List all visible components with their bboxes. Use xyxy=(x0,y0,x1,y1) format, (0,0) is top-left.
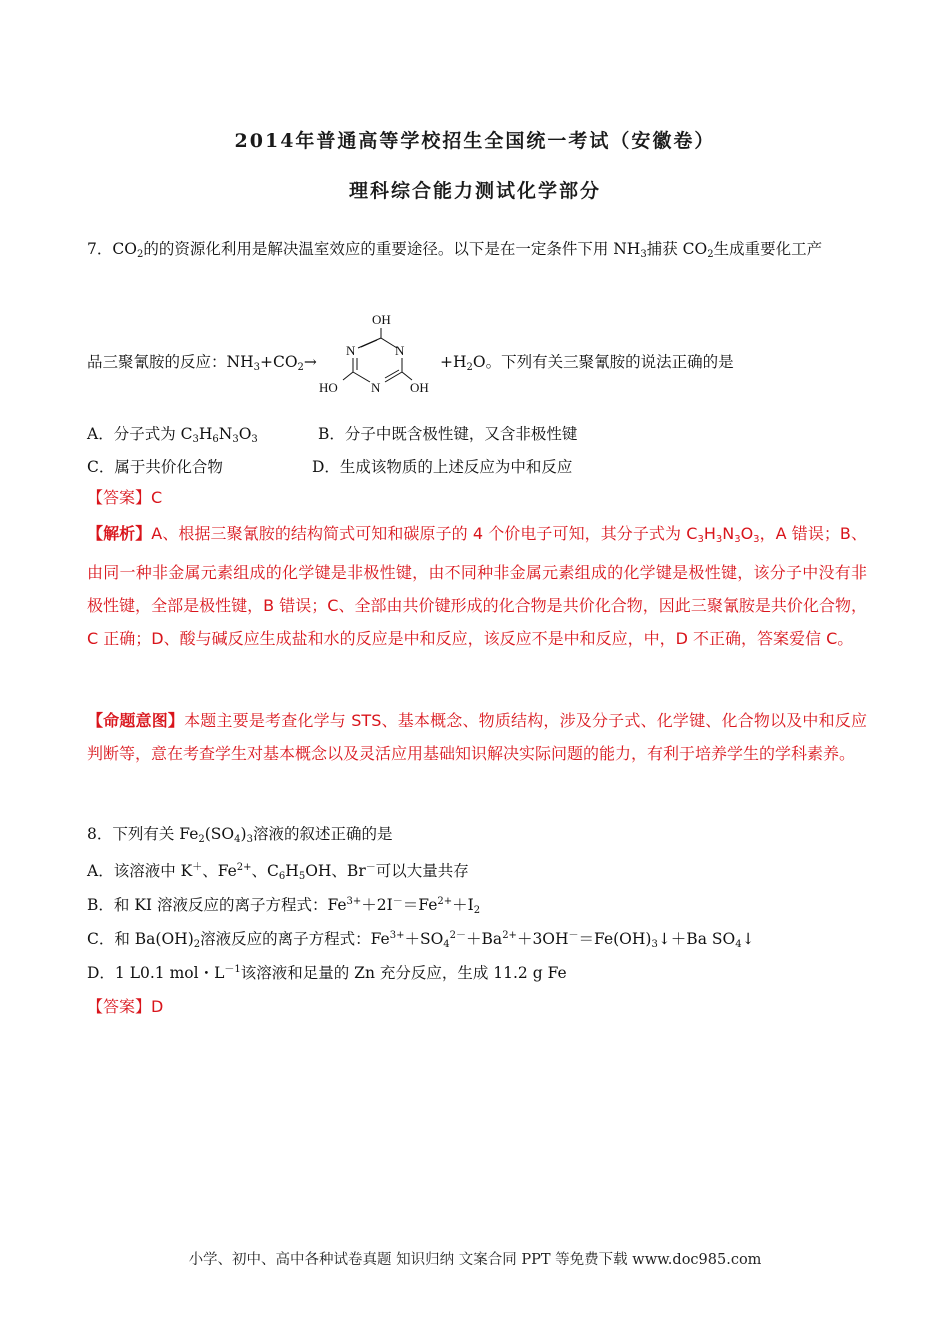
q8-option-b: B．和 KI 溶液反应的离子方程式：$Fe^{3+}+2I^-=Fe^{2+}+I_2$ xyxy=(87,896,481,916)
page-footer: 小学、初中、高中各种试卷真题 知识归纳 文案合同 PPT 等免费下载 www.doc985.com xyxy=(188,1252,762,1268)
q7-stem: 7．$CO_2$的的资源化利用是解决温室效应的重要途径。以下是在一定条件下用 $NH_3$捕获 $CO_2$生成重要化工产 xyxy=(87,240,823,260)
q8-stem: 8．下列有关 $Fe_2(SO_4)_3$溶液的叙述正确的是 xyxy=(87,825,393,845)
q7-reaction-line: 品三聚氰胺的反应：$NH_3+CO_2\to$ xyxy=(87,353,317,373)
exam-subtitle: 理科综合能力测试化学部分 xyxy=(348,180,601,202)
exam-title: 2014年普通高等学校招生全国统一考试（安徽卷） xyxy=(234,130,716,152)
melamine-cyanurate-structure xyxy=(315,310,440,400)
struct-n-right: N xyxy=(395,343,405,358)
q8-option-c: C．和 $Ba(OH)_2$溶液反应的离子方程式：$Fe^{3+}+SO_4^{2-}+Ba^{2+}+3OH^-=Fe(OH)_3↓+Ba$ $SO_4↓$ xyxy=(87,930,755,950)
q8-option-d: D．1 L0.1 mol・$L^{-1}$该溶液和足量的 Zn 充分反应，生成 11.2 g Fe xyxy=(87,964,567,982)
struct-n-bottom: N xyxy=(371,380,381,395)
q7-option-a: A．分子式为 $C_3H_6N_3O_3$ xyxy=(87,425,258,445)
q7-analysis: 【解析】A、根据三聚氰胺的结构简式可知和碳原子的 4 个价电子可知，其分子式为 $C_3H_3N_3O_3$，A 错误；B、由同一种非金属元素组成的化学键是非极性键，由不同种非金属元素组成的化学键是极性键，该分子中没有非极性键，全部是极性键，B 错误；C、全部由共价键形成的化合物是共价化合物，因此三聚氰胺是共价化合物，C 正确；D、酸与碱反应生成盐和水的反应是中和反应，该反应不是中和反应，中，D 不正确，答案爱信 C。 xyxy=(87,524,867,648)
q7-option-c: C．属于共价化合物 xyxy=(87,458,223,476)
struct-oh-top: OH xyxy=(372,312,391,327)
q8-answer: 【答案】D xyxy=(87,997,164,1016)
struct-n-left: N xyxy=(346,343,356,358)
struct-ho-left: HO xyxy=(319,380,338,395)
q7-option-b: B．分子中既含极性键，又含非极性键 xyxy=(318,425,578,443)
struct-oh-right: OH xyxy=(410,380,429,395)
q7-reaction-tail: $+H_2O$。下列有关三聚氰胺的说法正确的是 xyxy=(440,353,734,373)
q7-option-d: D．生成该物质的上述反应为中和反应 xyxy=(312,458,573,476)
q8-option-a: A．该溶液中 K＋、$Fe^{2+}$、$C_6H_5OH$、Br－可以大量共存 xyxy=(87,862,469,882)
q7-intent: 【命题意图】本题主要是考查化学与 STS、基本概念、物质结构，涉及分子式、化学键、化合物以及中和反应判断等，意在考查学生对基本概念以及灵活应用基础知识解决实际问题的能力，有利于培养学生的学科素养。 xyxy=(87,711,867,763)
q7-answer: 【答案】C xyxy=(87,488,163,507)
